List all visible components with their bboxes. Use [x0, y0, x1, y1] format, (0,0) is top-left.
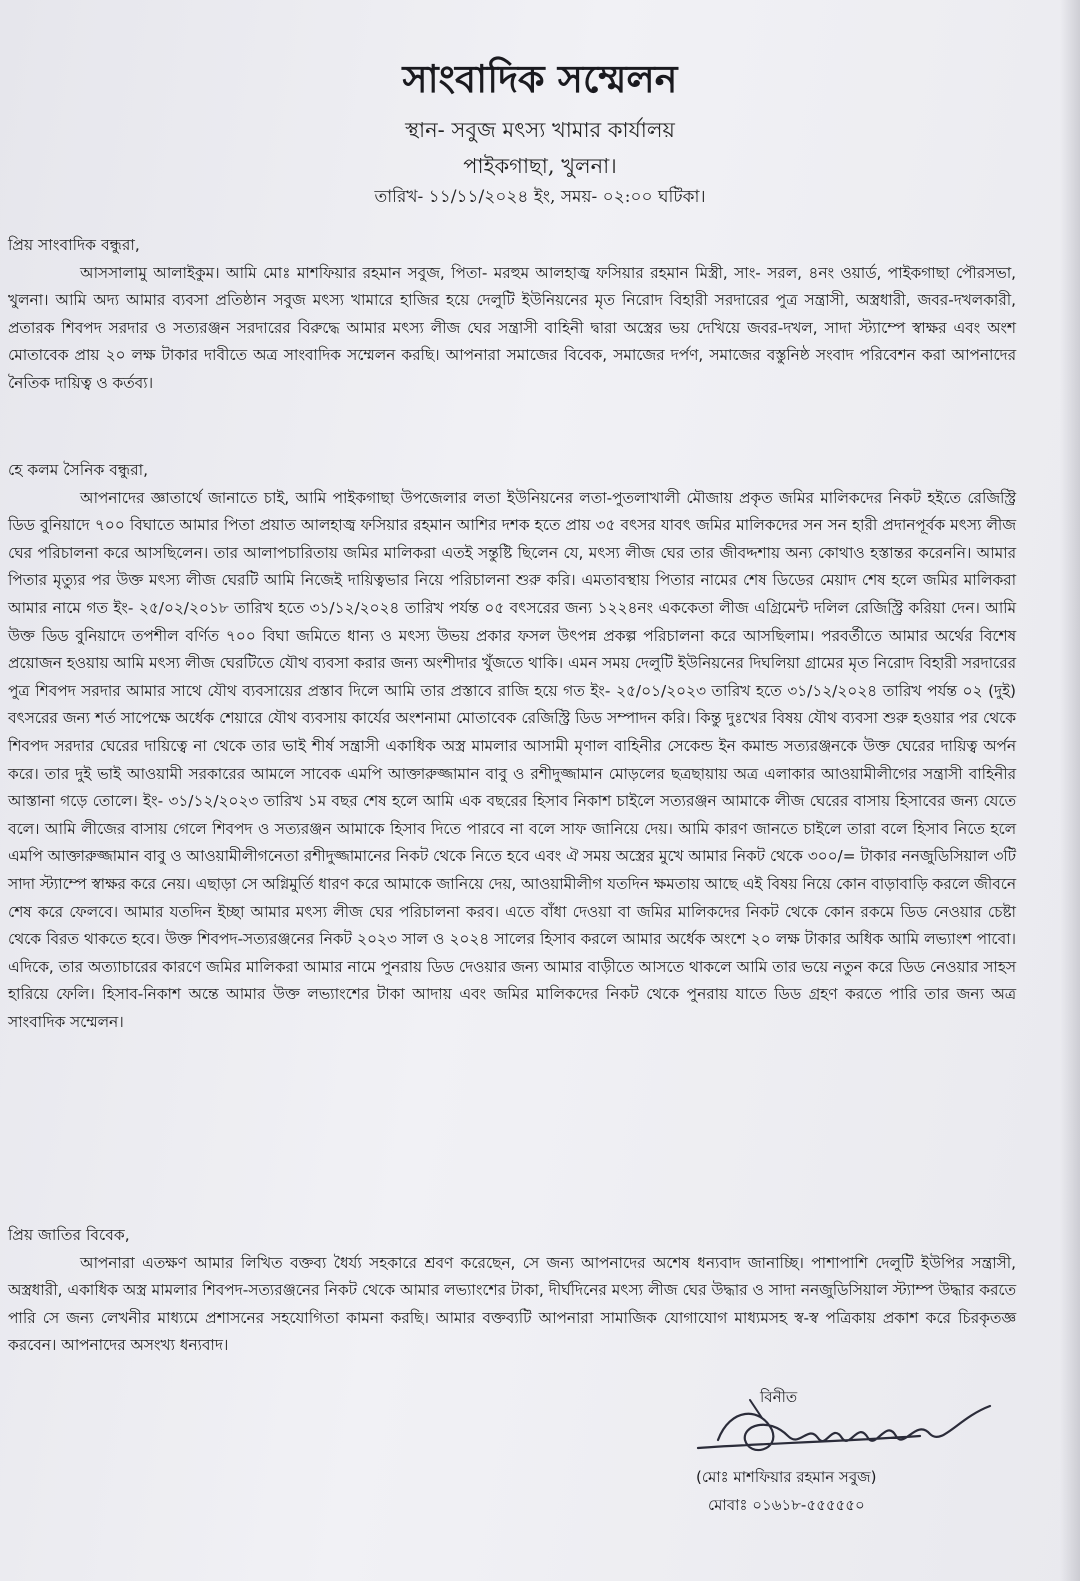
mobile-number: মোবাঃ ০১৬১৮-৫৫৫৫৫০	[708, 1496, 865, 1514]
handwritten-signature	[690, 1378, 1010, 1473]
document-title: সাংবাদিক সম্মেলন	[402, 56, 678, 101]
venue-line: স্থান- সবুজ মৎস্য খামার কার্যালয়	[405, 118, 675, 142]
paragraph-introduction: আসসালামু আলাইকুম। আমি মোঃ মাশফিয়ার রহমান সবুজ, পিতা- মরহুম আলহাজ্ব ফসিয়ার রহমান মিস্ত্রী, সাং- সরল, ৪নং ওয়ার্ড, পাইকগাছা পৌরসভা, খুলনা। আমি অদ্য আমার ব্যবসা প্রতিষ্ঠান সবুজ মৎস্য খামারে হাজির হয়ে দেলুটি ইউনিয়নের মৃত নিরোদ বিহারী সরদারের পুত্র সন্ত্রাসী, অস্ত্রধারী, জবর-দখলকারী, প্রতারক শিবপদ সরদার ও সত্যরঞ্জন সরদারের বিরুদ্ধে আমার মৎস্য লীজ ঘের সন্ত্রাসী বাহিনী দ্বারা অস্ত্রের ভয় দেখিয়ে জবর-দখল, সাদা স্ট্যাম্পে স্বাক্ষর এবং অংশ মোতাবেক প্রায় ২০ লক্ষ টাকার দাবীতে অত্র সাংবাদিক সম্মেলন করছি। আপনারা সমাজের বিবেক, সমাজের দর্পণ, সমাজের বস্তুনিষ্ঠ সংবাদ পরিবেশন করা আপনাদের নৈতিক দায়িত্ব ও কর্তব্য।	[8, 263, 1016, 392]
paper-edge-shadow	[1060, 0, 1080, 1581]
date-time-line: তারিখ- ১১/১১/২০২৪ ইং, সময়- ০২:০০ ঘটিকা।	[374, 187, 706, 207]
paragraph-closing: আপনারা এতক্ষণ আমার লিখিত বক্তব্য ধৈর্য্য সহকারে শ্রবণ করেছেন, সে জন্য আপনাদের অশেষ ধন্যবাদ জানাচ্ছি। পাশাপাশি দেলুটি ইউপির সন্ত্রাসী, অস্ত্রধারী, একাধিক অস্ত্র মামলার শিবপদ-সত্যরঞ্জনের নিকট থেকে আমার লভ্যাংশের টাকা, দীর্ঘদিনের মৎস্য লীজ ঘের উদ্ধার ও সাদা ননজুডিসিয়াল স্ট্যাম্প উদ্ধার করতে পারি সে জন্য লেখনীর মাধ্যমে প্রশাসনের সহযোগিতা কামনা করছি। আমার বক্তব্যটি আপনারা সামাজিক যোগাযোগ মাধ্যমসহ স্ব-স্ব পত্রিকায় প্রকাশ করে চিরকৃতজ্ঞ করবেন। আপনাদের অসংখ্য ধন্যবাদ।	[8, 1253, 1016, 1355]
signature-block	[690, 1378, 1010, 1528]
paragraph-statement: আপনাদের জ্ঞাতার্থে জানাতে চাই, আমি পাইকগাছা উপজেলার লতা ইউনিয়নের লতা-পুতলাখালী মৌজায় প্রকৃত জমির মালিকদের নিকট হইতে রেজিস্ট্রি ডিড বুনিয়াদে ৭০০ বিঘাতে আমার পিতা প্রয়াত আলহাজ্ব ফসিয়ার রহমান আশির দশক হতে প্রায় ৩৫ বৎসর যাবৎ জমির মালিকদের সন সন হারী প্রদানপূর্বক মৎস্য লীজ ঘের পরিচালনা করে আসছিলেন। তার আলাপচারিতায় জমির মালিকরা এতই সন্তুষ্টি ছিলেন যে, মৎস্য লীজ ঘের তার জীবদ্দশায় অন্য কোথাও হস্তান্তর করেননি। আমার পিতার মৃত্যুর পর উক্ত মৎস্য লীজ ঘেরটি আমি নিজেই দায়িত্বভার নিয়ে পরিচালনা শুরু করি। এমতাবস্থায় পিতার নামের শেষ ডিডের মেয়াদ শেষ হলে জমির মালিকরা আমার নামে গত ইং- ২৫/০২/২০১৮ তারিখ হতে ৩১/১২/২০২৪ তারিখ পর্যন্ত ০৫ বৎসরের জন্য ১২২৪নং এককেতা লীজ এগ্রিমেন্ট দলিল রেজিস্ট্রি করিয়া দেন। আমি উক্ত ডিড বুনিয়াদে তপশীল বর্ণিত ৭০০ বিঘা জমিতে ধান্য ও মৎস্য উভয় প্রকার ফসল উৎপন্ন প্রকল্প পরিচালনা করে আসছিলাম। পরবর্তীতে আমার অর্থের বিশেষ প্রয়োজন হওয়ায় আমি মৎস্য লীজ ঘেরটিতে যৌথ ব্যবসা করার জন্য অংশীদার খুঁজতে থাকি। এমন সময় দেলুটি ইউনিয়নের দিঘলিয়া গ্রামের মৃত নিরোদ বিহারী সরদারের পুত্র শিবপদ সরদার আমার সাথে যৌথ ব্যবসায়ের প্রস্তাব দিলে আমি তার প্রস্তাবে রাজি হয়ে গত ইং- ২৫/০১/২০২৩ তারিখ হতে ৩১/১২/২০২৪ তারিখ পর্যন্ত ০২ (দুই) বৎসরের জন্য শর্ত সাপেক্ষে অর্ধেক শেয়ারে যৌথ ব্যবসায় কার্যের অংশনামা মোতাবেক রেজিস্ট্রি ডিড সম্পাদন করি। কিন্তু দুঃখের বিষয় যৌথ ব্যবসা শুরু হওয়ার পর থেকে শিবপদ সরদার ঘেরের দায়িত্বে না থেকে তার ভাই শীর্ষ সন্ত্রাসী একাধিক অস্ত্র মামলার আসামী মৃণাল বাহিনীর সেকেন্ড ইন কমান্ড সত্যরঞ্জনকে উক্ত ঘেরের দায়িত্ব অর্পন করে। তার দুই ভাই আওয়ামী সরকারের আমলে সাবেক এমপি আক্তারুজ্জামান বাবু ও রশীদুজ্জামান মোড়লের ছত্রছায়ায় অত্র এলাকার আওয়ামীলীগের সন্ত্রাসী বাহিনীর আস্তানা গড়ে তোলে। ইং- ৩১/১২/২০২৩ তারিখ ১ম বছর শেষ হলে আমি এক বছরের হিসাব নিকাশ চাইলে সত্যরঞ্জন আমাকে লীজ ঘেরের বাসায় হিসাবের জন্য যেতে বলে। আমি লীজের বাসায় গেলে শিবপদ ও সত্যরঞ্জন আমাকে হিসাব দিতে পারবে না বলে সাফ জানিয়ে দেয়। আমি কারণ জানতে চাইলে তারা বলে হিসাব নিতে হলে এমপি আক্তারুজ্জামান বাবু ও আওয়ামীলীগনেতা রশীদুজ্জামানের নিকট থেকে নিতে হবে এবং ঐ সময় অস্ত্রের মুখে আমার নিকট থেকে ৩০০/= টাকার ননজুডিসিয়াল ৩টি সাদা স্ট্যাম্পে স্বাক্ষর করে নেয়। এছাড়া সে অগ্নিমুর্তি ধারণ করে আমাকে জানিয়ে দেয়, আওয়ামীলীগ যতদিন ক্ষমতায় আছে এই বিষয় নিয়ে কোন বাড়াবাড়ি করলে জীবনে শেষ করে ফেলবে। আমার যতদিন ইচ্ছা আমার মৎস্য লীজ ঘের পরিচালনা করব। এতে বাঁধা দেওয়া বা জমির মালিকদের নিকট থেকে কোন রকমে ডিড নেওয়ার চেষ্টা থেকে বিরত থাকতে হবে। উক্ত শিবপদ-সত্যরঞ্জনের নিকট ২০২৩ সাল ও ২০২৪ সালের হিসাব করলে আমার অর্ধেক অংশে ২০ লক্ষ টাকার অধিক আমি লভ্যাংশ পাবো। এদিকে, তার অত্যাচারের কারণে জমির মালিকরা আমার নামে পুনরায় ডিড দেওয়ার জন্য আমার বাড়ীতে আসতে থাকলে আমি তার ভয়ে নতুন করে ডিড নেওয়ার সাহস হারিয়ে ফেলি। হিসাব-নিকাশ অন্তে আমার উক্ত লভ্যাংশের টাকা আদায় এবং জমির মালিকদের নিকট থেকে পুনরায় যাতে ডিড গ্রহণ করতে পারি তার জন্য অত্র সাংবাদিক সম্মেলন।	[8, 488, 1017, 1031]
section-pen-soldiers	[8, 457, 1016, 1036]
closing-word: বিনীত	[760, 1388, 798, 1406]
location-line: পাইকগাছা, খুলনা।	[463, 154, 617, 178]
salutation-journalists: প্রিয় সাংবাদিক বন্ধুরা,	[8, 236, 140, 254]
section-conscience	[8, 1222, 1016, 1360]
section-journalists	[8, 232, 1016, 398]
salutation-pen-soldiers: হে কলম সৈনিক বন্ধুরা,	[8, 461, 149, 479]
signatory-name: (মোঃ মাশফিয়ার রহমান সবুজ)	[696, 1468, 877, 1486]
salutation-conscience: প্রিয় জাতির বিবেক,	[8, 1226, 130, 1244]
